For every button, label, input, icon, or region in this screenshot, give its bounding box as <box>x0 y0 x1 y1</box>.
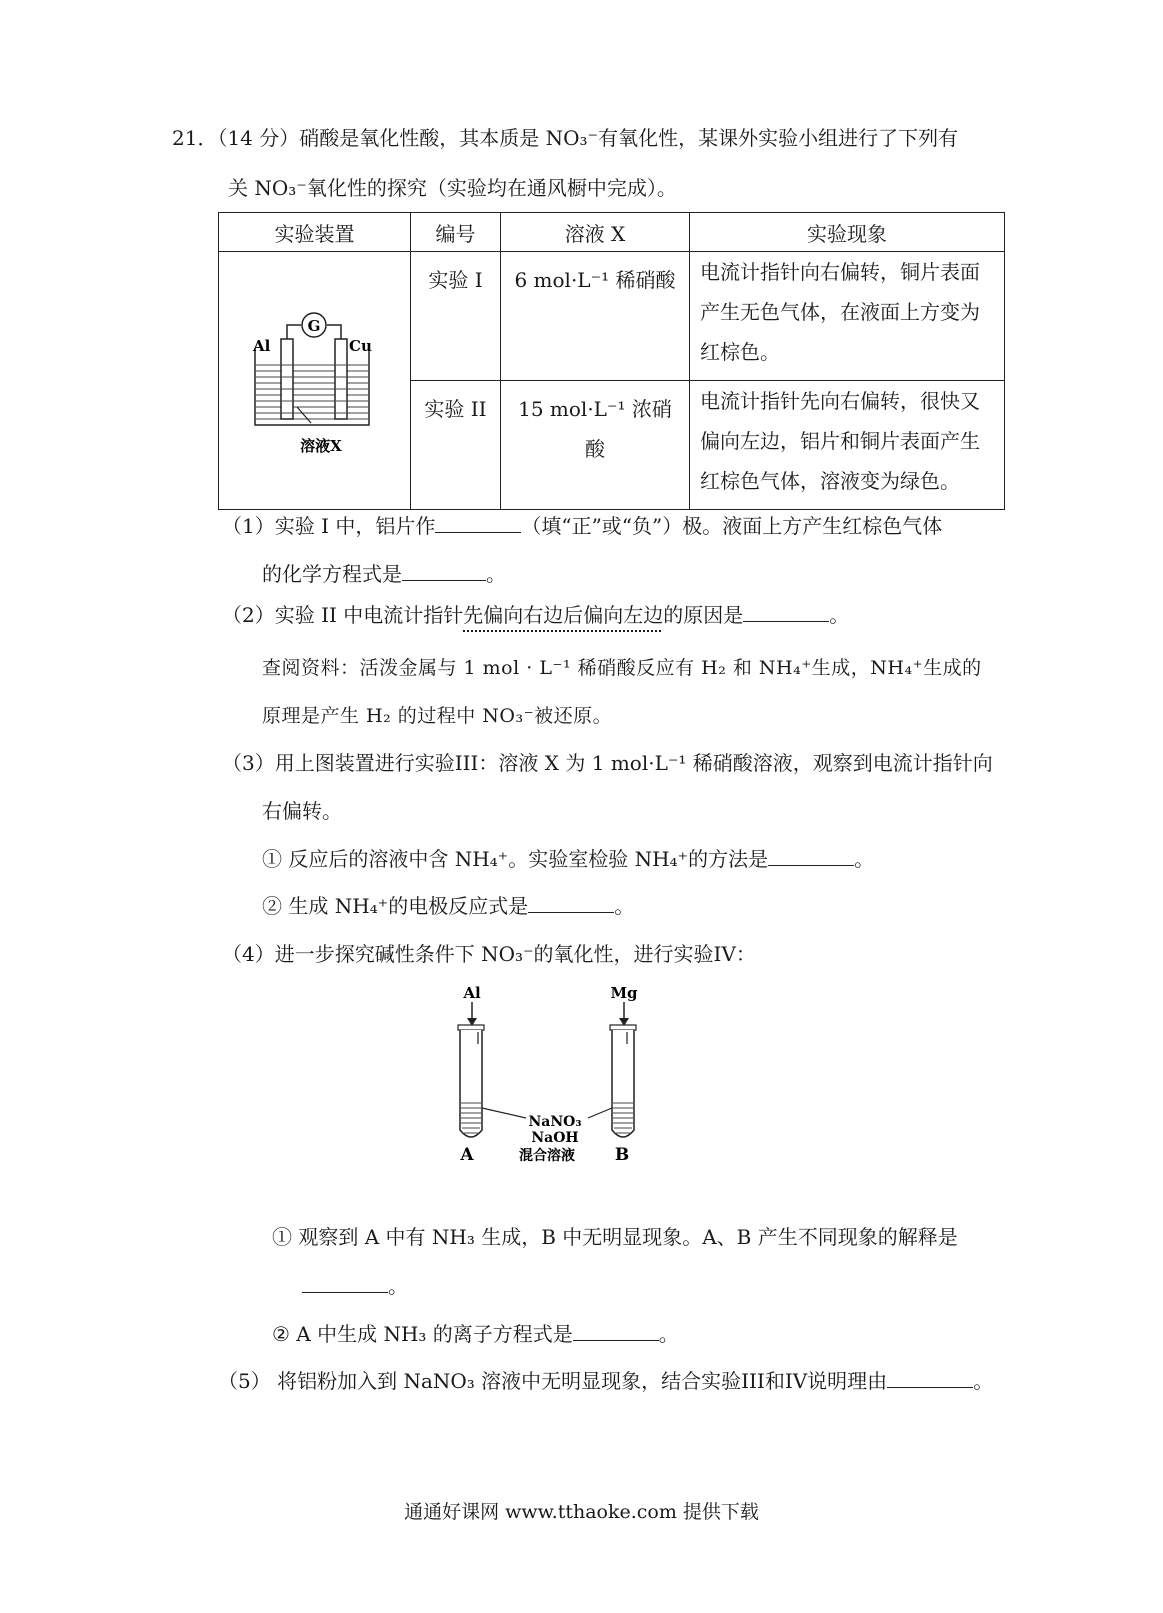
exp2-phenomenon-line: 偏向左边，铝片和铜片表面产生 <box>700 429 980 453</box>
experiment-table <box>218 212 1005 510</box>
q3-line-2: 右偏转。 <box>262 799 342 823</box>
exp2-solution-cell <box>501 381 690 510</box>
answer-blank[interactable] <box>302 1272 388 1293</box>
exp1-id: 实验 I <box>428 268 483 292</box>
exp2-id: 实验 II <box>424 397 487 421</box>
apparatus-cell <box>219 252 411 510</box>
tube-b-label: B <box>614 1145 630 1165</box>
cu-label: Cu <box>349 336 372 355</box>
q1-text-d: 。 <box>486 562 506 586</box>
solution-x-label: 溶液X <box>300 436 342 455</box>
cu-electrode <box>335 339 347 419</box>
exp1-id-cell <box>411 252 501 381</box>
q1-text-b: （填“正”或“负”）极。液面上方产生红棕色气体 <box>521 514 943 538</box>
galvanometer-label: G <box>307 316 321 335</box>
table-header-row <box>219 213 1005 252</box>
solution-label-nano3: NaNO₃ <box>528 1114 582 1130</box>
q4-sub1-end: 。 <box>388 1274 408 1298</box>
q2-emphasis: 先偏向右边后偏向左边 <box>463 603 664 627</box>
answer-blank[interactable] <box>768 845 854 866</box>
q2-text-b: 的原因是 <box>663 603 744 627</box>
tube-a-label: A <box>460 1145 474 1165</box>
answer-blank[interactable] <box>573 1320 659 1341</box>
header-number: 编号 <box>411 213 501 252</box>
q2-line <box>222 601 849 629</box>
header-phenomenon: 实验现象 <box>690 213 1005 252</box>
solution-label-naoh: NaOH <box>531 1130 579 1146</box>
q3-sub2-end: 。 <box>614 894 635 918</box>
q1-line-1 <box>222 512 942 540</box>
mg-label: Mg <box>610 984 638 1002</box>
exp2-phenomenon-cell <box>690 381 1005 510</box>
table-row <box>219 252 1005 381</box>
page-footer: 通通好课网 www.tthaoke.com 提供下载 <box>404 1501 759 1523</box>
exp1-phenomenon-line: 电流计指针向右偏转，铜片表面 <box>700 260 980 284</box>
answer-blank[interactable] <box>528 892 614 913</box>
header-apparatus: 实验装置 <box>219 213 411 252</box>
answer-blank[interactable] <box>887 1367 973 1388</box>
q3-sub-2 <box>262 892 634 920</box>
exp2-id-cell <box>411 381 501 510</box>
exp1-phenomenon-line: 红棕色。 <box>700 340 780 364</box>
question-line-1: 21．（14 分）硝酸是氧化性酸，其本质是 NO₃⁻有氧化性，某课外实验小组进行了下列有 <box>172 126 959 150</box>
q5-text: （5） 将铝粉加入到 NaNO₃ 溶液中无明显现象，结合实验III和IV说明理由 <box>218 1369 888 1393</box>
q3-sub2-text: ② 生成 NH₄⁺的电极反应式是 <box>262 894 529 918</box>
solution-label-mixed: 混合溶液 <box>519 1148 575 1164</box>
question-line-2: 关 NO₃⁻氧化性的探究（实验均在通风橱中完成）。 <box>228 176 677 200</box>
q4-sub2-text: ② A 中生成 NH₃ 的离子方程式是 <box>272 1322 573 1346</box>
note-line-1: 查阅资料：活泼金属与 1 mol · L⁻¹ 稀硝酸反应有 H₂ 和 NH₄⁺生成，NH₄⁺生成的 <box>262 657 982 679</box>
q1-text-a: （1）实验 I 中，铝片作 <box>222 514 436 538</box>
q3-line-1: （3）用上图装置进行实验III：溶液 X 为 1 mol·L⁻¹ 稀硝酸溶液，观察到电流计指针向 <box>222 751 993 775</box>
exp1-phenomenon-line: 产生无色气体，在液面上方变为 <box>700 300 980 324</box>
q2-text-a: （2）实验 II 中电流计指针 <box>222 603 464 627</box>
test-tubes-diagram <box>440 980 680 1170</box>
answer-blank[interactable] <box>402 560 486 581</box>
test-tube-a <box>460 1030 482 1137</box>
q4-sub2-end: 。 <box>658 1322 679 1346</box>
q3-sub1-end: 。 <box>854 847 875 871</box>
exp2-solution: 15 mol·L⁻¹ 浓硝酸 <box>518 397 672 461</box>
q4-sub-2 <box>272 1320 679 1348</box>
al-electrode <box>281 339 293 419</box>
q1-text-c: 的化学方程式是 <box>262 562 402 586</box>
q5-end: 。 <box>973 1369 994 1393</box>
galvanic-cell-diagram <box>219 255 410 502</box>
answer-blank[interactable] <box>743 601 829 622</box>
q5-line <box>218 1367 993 1395</box>
q3-sub1-text: ① 反应后的溶液中含 NH₄⁺。实验室检验 NH₄⁺的方法是 <box>262 847 769 871</box>
test-tube-b <box>612 1030 634 1137</box>
q3-sub-1 <box>262 845 874 873</box>
exp2-phenomenon-line: 红棕色气体，溶液变为绿色。 <box>700 469 960 493</box>
q4-sub-1-answer <box>302 1272 408 1300</box>
q4-sub-1: ① 观察到 A 中有 NH₃ 生成，B 中无明显现象。A、B 产生不同现象的解释是 <box>272 1225 958 1249</box>
note-line-2: 原理是产生 H₂ 的过程中 NO₃⁻被还原。 <box>262 705 613 727</box>
exp1-solution: 6 mol·L⁻¹ 稀硝酸 <box>514 268 676 292</box>
al-label: Al <box>463 984 481 1002</box>
q2-text-c: 。 <box>829 603 850 627</box>
exp2-phenomenon-line: 电流计指针先向右偏转，很快又 <box>700 389 980 413</box>
answer-blank[interactable] <box>435 512 521 533</box>
q4-line-1: （4）进一步探究碱性条件下 NO₃⁻的氧化性，进行实验IV： <box>222 942 756 966</box>
q1-line-2 <box>262 560 506 588</box>
exp1-solution-cell <box>501 252 690 381</box>
al-label: Al <box>253 336 271 355</box>
exp1-phenomenon-cell <box>690 252 1005 381</box>
header-solution: 溶液 X <box>501 213 690 252</box>
